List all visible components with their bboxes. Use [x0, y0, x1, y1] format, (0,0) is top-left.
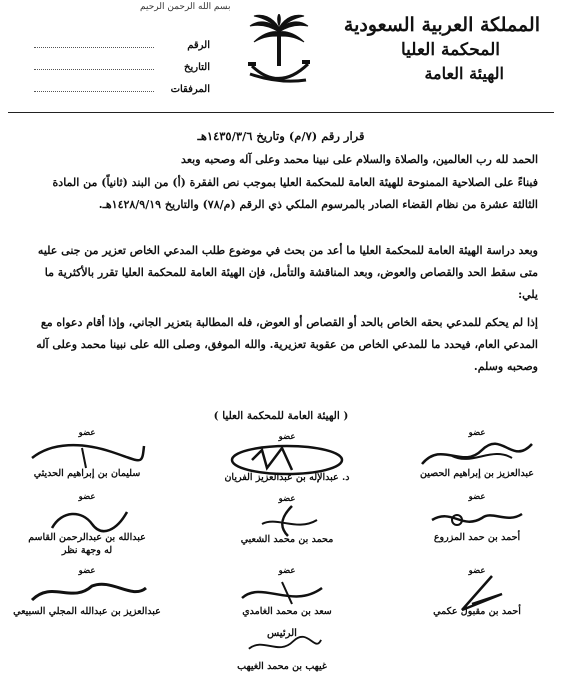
- signatory-name: غيهب بن محمد الغيهب: [237, 661, 327, 672]
- paragraph-authority: فبناءً على الصلاحية الممنوحة للهيئة العامة للمحكمة العليا بموجب نص الفقرة (أ) من البند (ثانياً) من المادة الثالثة عشرة من نظام القضاء الصادر بالمرسوم الملكي ذي الرقم (م/٧٨) والتاريخ ١٤٢٨/٩/١٩هـ.: [52, 176, 538, 211]
- field-blank: [34, 82, 154, 92]
- signatory-role: عضو: [468, 492, 486, 502]
- signature-block: [12, 428, 162, 479]
- reference-fields: [30, 38, 210, 104]
- dissent-note: له وجهة نظر: [61, 545, 113, 556]
- handwritten-signature-icon: [412, 436, 542, 474]
- signature-block: [402, 428, 552, 479]
- institution-court: المحكمة العليا: [401, 40, 500, 60]
- signatory-name: أحمد بن حمد المزروع: [433, 532, 521, 543]
- signatory-name: سعد بن محمد الغامدي: [242, 606, 332, 617]
- signatory-role: عضو: [278, 494, 296, 504]
- handwritten-signature-icon: [222, 502, 352, 540]
- institution-body: الهيئة العامة: [424, 64, 504, 83]
- signatory-role: عضو: [468, 428, 486, 438]
- signatory-name: محمد بن محمد الشعبي: [240, 534, 334, 545]
- handwritten-signature-icon: [222, 440, 352, 478]
- field-label: التاريخ: [184, 62, 210, 73]
- signatory-name: عبدالله بن عبدالرحمن القاسم: [28, 532, 146, 543]
- field-attachments: [30, 82, 210, 104]
- handwritten-signature-icon: [412, 500, 542, 538]
- signatory-name: أحمد بن مقبول عكمي: [433, 606, 521, 617]
- signature-block: [12, 492, 162, 556]
- signature-block: [402, 566, 552, 617]
- chair-signature-block: [192, 628, 372, 672]
- signatory-name: عبدالعزيز بن إبراهيم الحصين: [420, 468, 534, 479]
- paragraph-opening: الحمد لله رب العالمين، والصلاة والسلام على نبينا محمد وعلى آله وصحبه وبعد: [181, 153, 538, 166]
- field-date: [30, 60, 210, 82]
- signatory-name: سليمان بن إبراهيم الحديثي: [33, 468, 141, 479]
- signatory-name: د. عبدالإله بن عبدالعزيز الفريان: [224, 472, 350, 483]
- signatory-role: عضو: [278, 432, 296, 442]
- signatory-role: عضو: [78, 492, 96, 502]
- field-label: المرفقات: [170, 84, 210, 95]
- field-blank: [34, 38, 154, 48]
- handwritten-signature-icon: [22, 500, 152, 538]
- signing-body-title: ( الهيئة العامة للمحكمة العليا ): [213, 410, 349, 422]
- decision-number-line: قرار رقم (٧/م) وتاريخ ١٤٣٥/٣/٦هـ: [197, 129, 365, 143]
- signature-block: [212, 566, 362, 617]
- signature-block: [212, 432, 362, 483]
- handwritten-signature-icon: [22, 574, 152, 612]
- handwritten-signature-icon: [222, 574, 352, 612]
- signatory-name: عبدالعزيز بن عبدالله المجلي السبيعي: [13, 606, 161, 617]
- palm-swords-emblem-icon: [246, 14, 312, 94]
- field-number: [30, 38, 210, 60]
- handwritten-signature-icon: [22, 436, 152, 474]
- signatory-role: عضو: [78, 428, 96, 438]
- institution-country: المملكة العربية السعودية: [343, 14, 540, 36]
- signature-block: [12, 566, 162, 617]
- handwritten-signature-icon: [412, 574, 542, 612]
- field-label: الرقم: [187, 40, 210, 51]
- paragraph-deliberation: وبعد دراسة الهيئة العامة للمحكمة العليا ما أعد من بحث في موضوع طلب المدعي الخاص تعزير من جنى عليه متى سقط الحد والقصاص والعوض، وبعد المناقشة والتأمل، فإن الهيئة العامة للمحكمة العليا تقرر بالأكثرية ما يلي:: [37, 244, 538, 301]
- paragraph-ruling: إذا لم يحكم للمدعي بحقه الخاص بالحد أو القصاص أو العوض، فله المطالبة بتعزير الجاني، وإذا أقام دعواه مع المدعي العام، فيحدد ما للمدعي الخاص من عقوبة تعزيرية. والله الموفق، وصلى الله على نبينا محمد وعلى آله وصحبه وسلم.: [36, 316, 538, 373]
- signatory-role: عضو: [278, 566, 296, 576]
- signatory-role: الرئيس: [267, 628, 297, 639]
- basmala: بسم الله الرحمن الرحيم: [140, 2, 231, 12]
- signature-block: [212, 494, 362, 545]
- handwritten-signature-icon: [217, 634, 347, 662]
- signatory-role: عضو: [78, 566, 96, 576]
- field-blank: [34, 60, 154, 70]
- signature-block: [402, 492, 552, 543]
- header-divider: [8, 112, 554, 113]
- institution-header: [344, 14, 540, 83]
- signatory-role: عضو: [468, 566, 486, 576]
